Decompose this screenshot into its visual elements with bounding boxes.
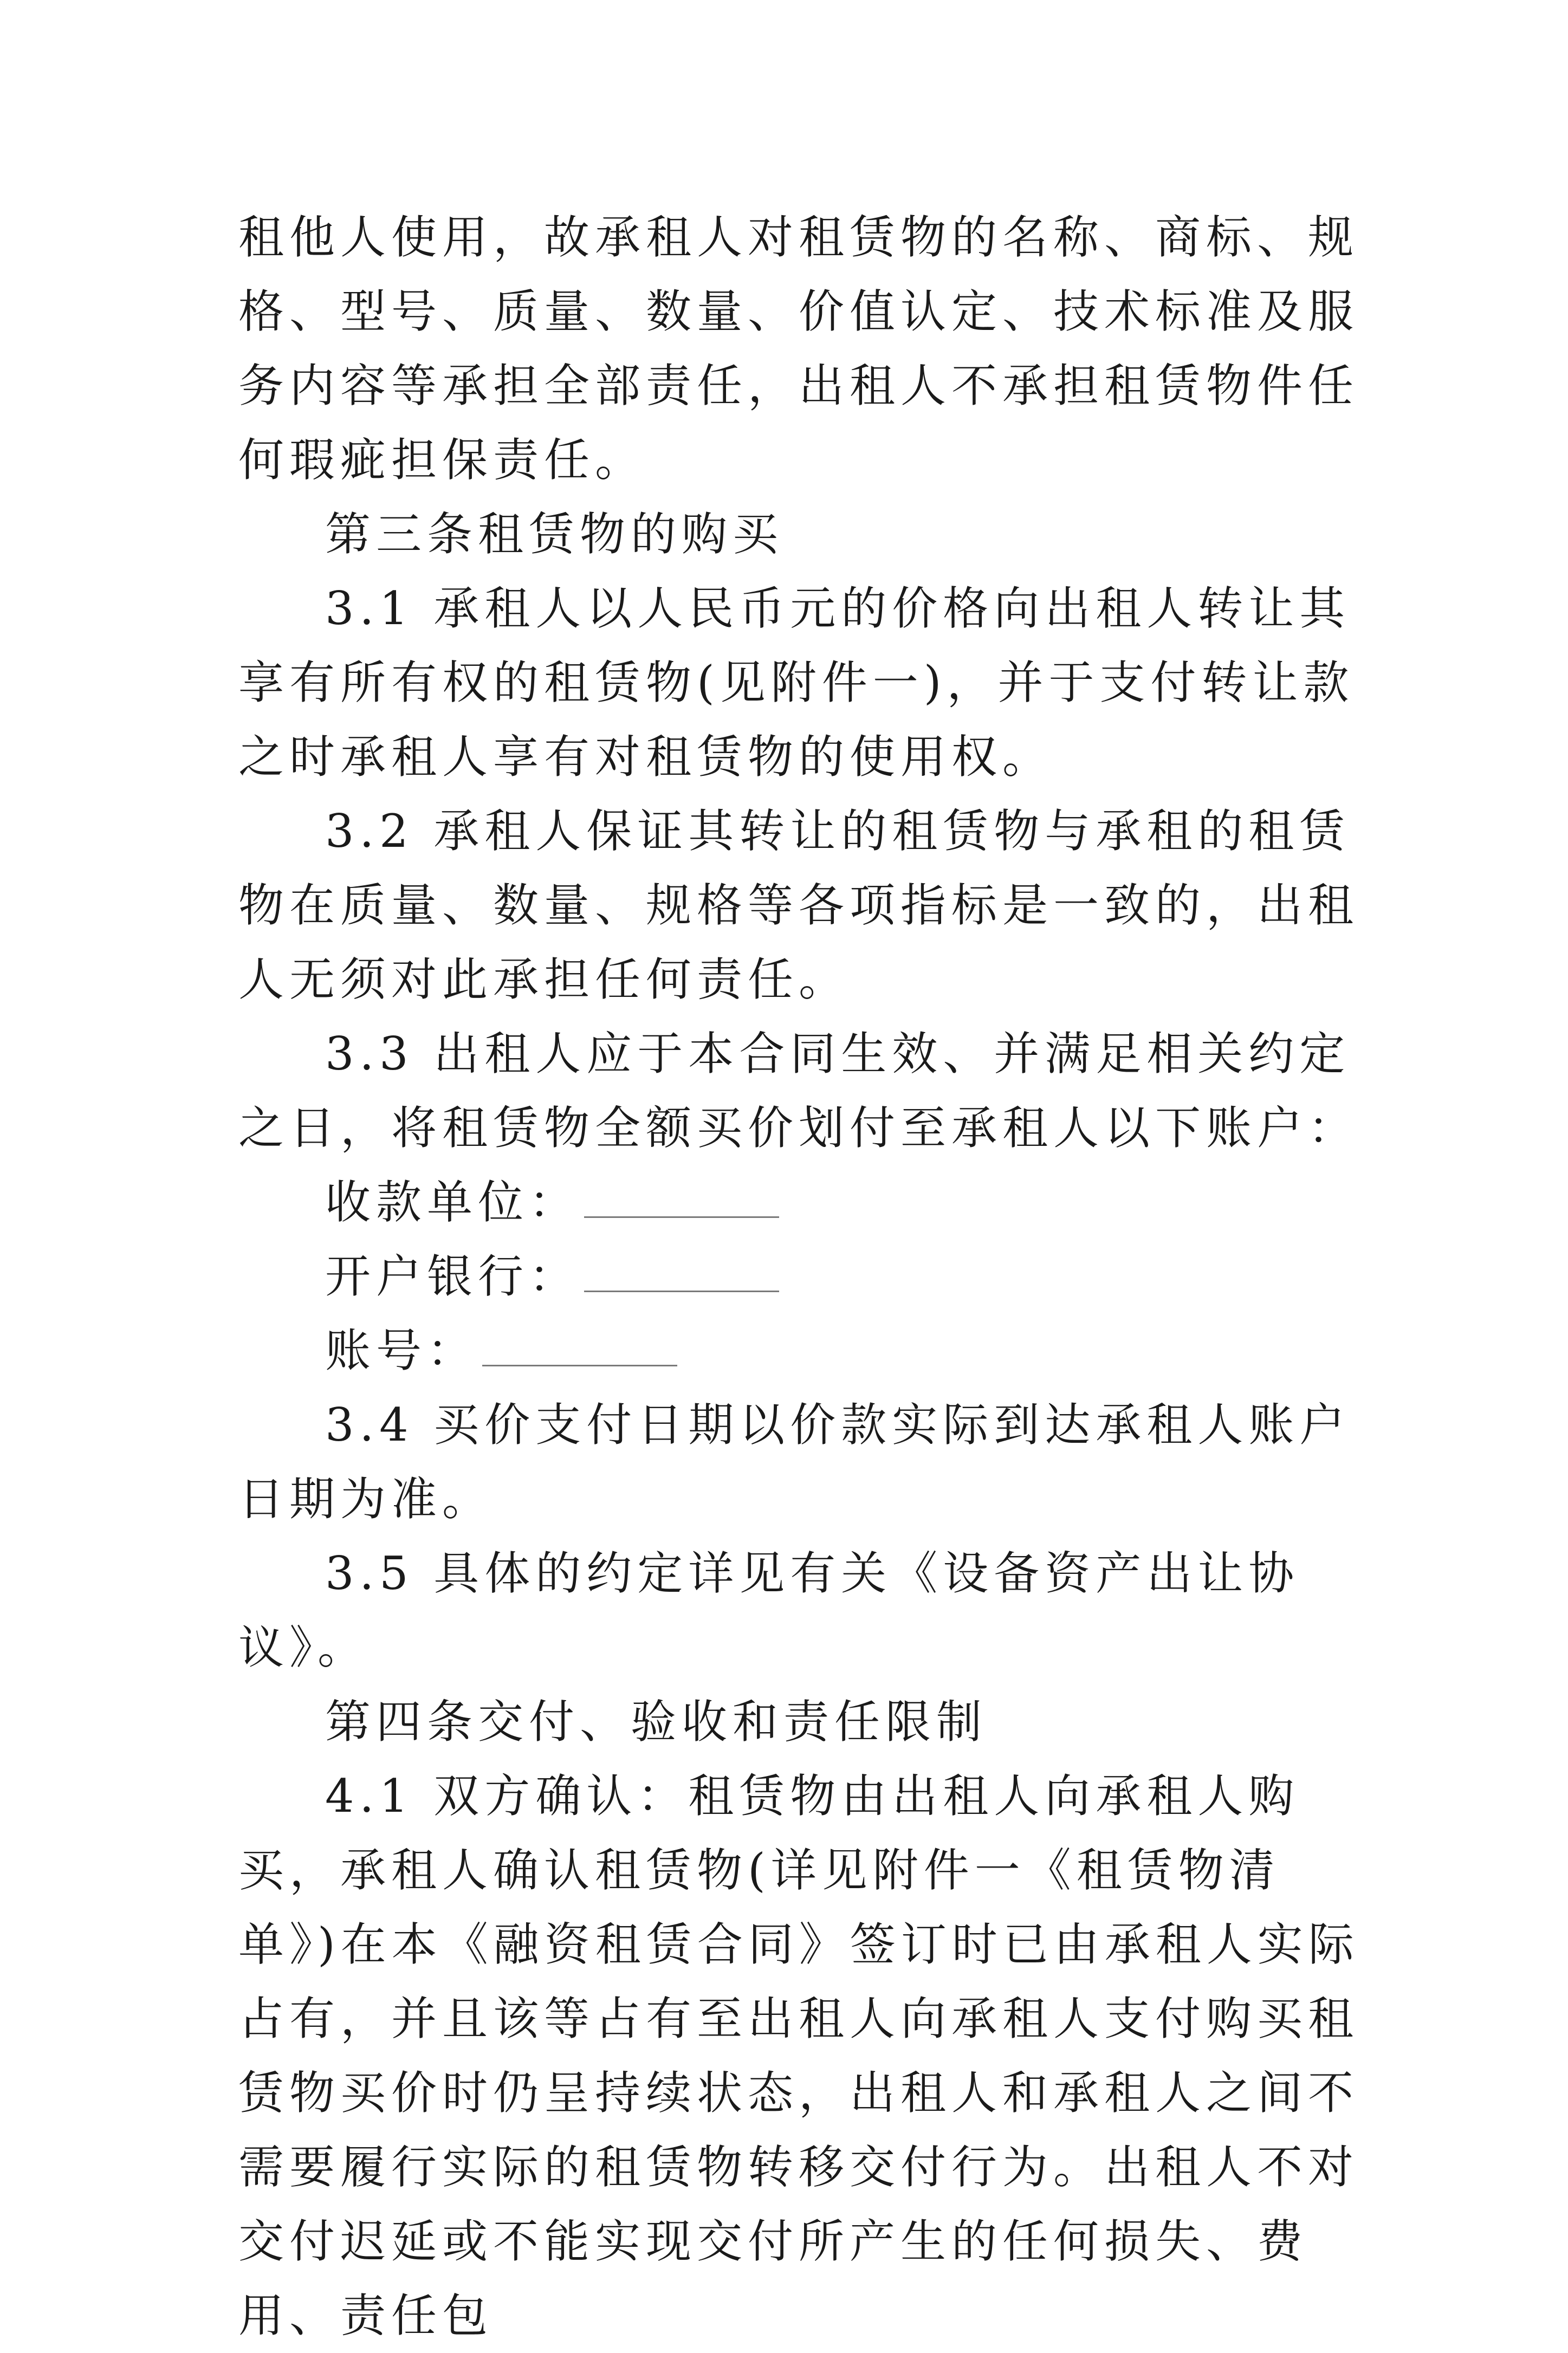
field-bank-label: 开户银行： xyxy=(325,1250,580,1303)
field-payee-label: 收款单位： xyxy=(325,1176,580,1229)
document-body xyxy=(238,200,1376,2353)
clause-3-1: 3.1 承租人以人民币元的价格向出租人转让其享有所有权的租赁物(见附件一)，并于支付转让款之时承租人享有对租赁物的使用权。 xyxy=(238,582,1355,783)
clause-3-3: 3.3 出租人应于本合同生效、并满足相关约定之日，将租赁物全额买价划付至承租人以下账户： xyxy=(238,1027,1359,1155)
field-bank xyxy=(238,1240,1376,1314)
clause-3-4: 3.4 买价支付日期以价款实际到达承租人账户日期为准。 xyxy=(238,1398,1351,1526)
section-heading-4: 第四条交付、验收和责任限制 xyxy=(325,1695,988,1748)
field-bank-blank xyxy=(584,1288,779,1292)
field-account-label: 账号： xyxy=(325,1324,478,1377)
paragraph-continuation: 租他人使用，故承租人对租赁物的名称、商标、规格、型号、质量、数量、价值认定、技术标准及服务内容等承担全部责任，出租人不承担租赁物件任何瑕疵担保责任。 xyxy=(238,211,1359,487)
clause-4-1: 4.1 双方确认：租赁物由出租人向承租人购买，承租人确认租赁物(详见附件一《租赁物清单》)在本《融资租赁合同》签订时已由承租人实际占有，并且该等占有至出租人向承租人支付购买租赁物买价时仍呈持续状态，出租人和承租人之间不需要履行实际的租赁物转移交付行为。出租人不对交付迟延或不能实现交付所产生的任何损失、费用、责任包 xyxy=(238,1769,1359,2342)
clause-3-5: 3.5 具体的约定详见有关《设备资产出让协议》。 xyxy=(238,1547,1300,1674)
field-account xyxy=(238,1314,1376,1388)
field-payee xyxy=(238,1165,1376,1240)
clause-3-2: 3.2 承租人保证其转让的租赁物与承租的租赁物在质量、数量、规格等各项指标是一致的，出租人无须对此承担任何责任。 xyxy=(238,805,1359,1006)
section-heading-3: 第三条租赁物的购买 xyxy=(325,508,784,561)
field-payee-blank xyxy=(584,1214,779,1218)
field-account-blank xyxy=(482,1363,677,1366)
